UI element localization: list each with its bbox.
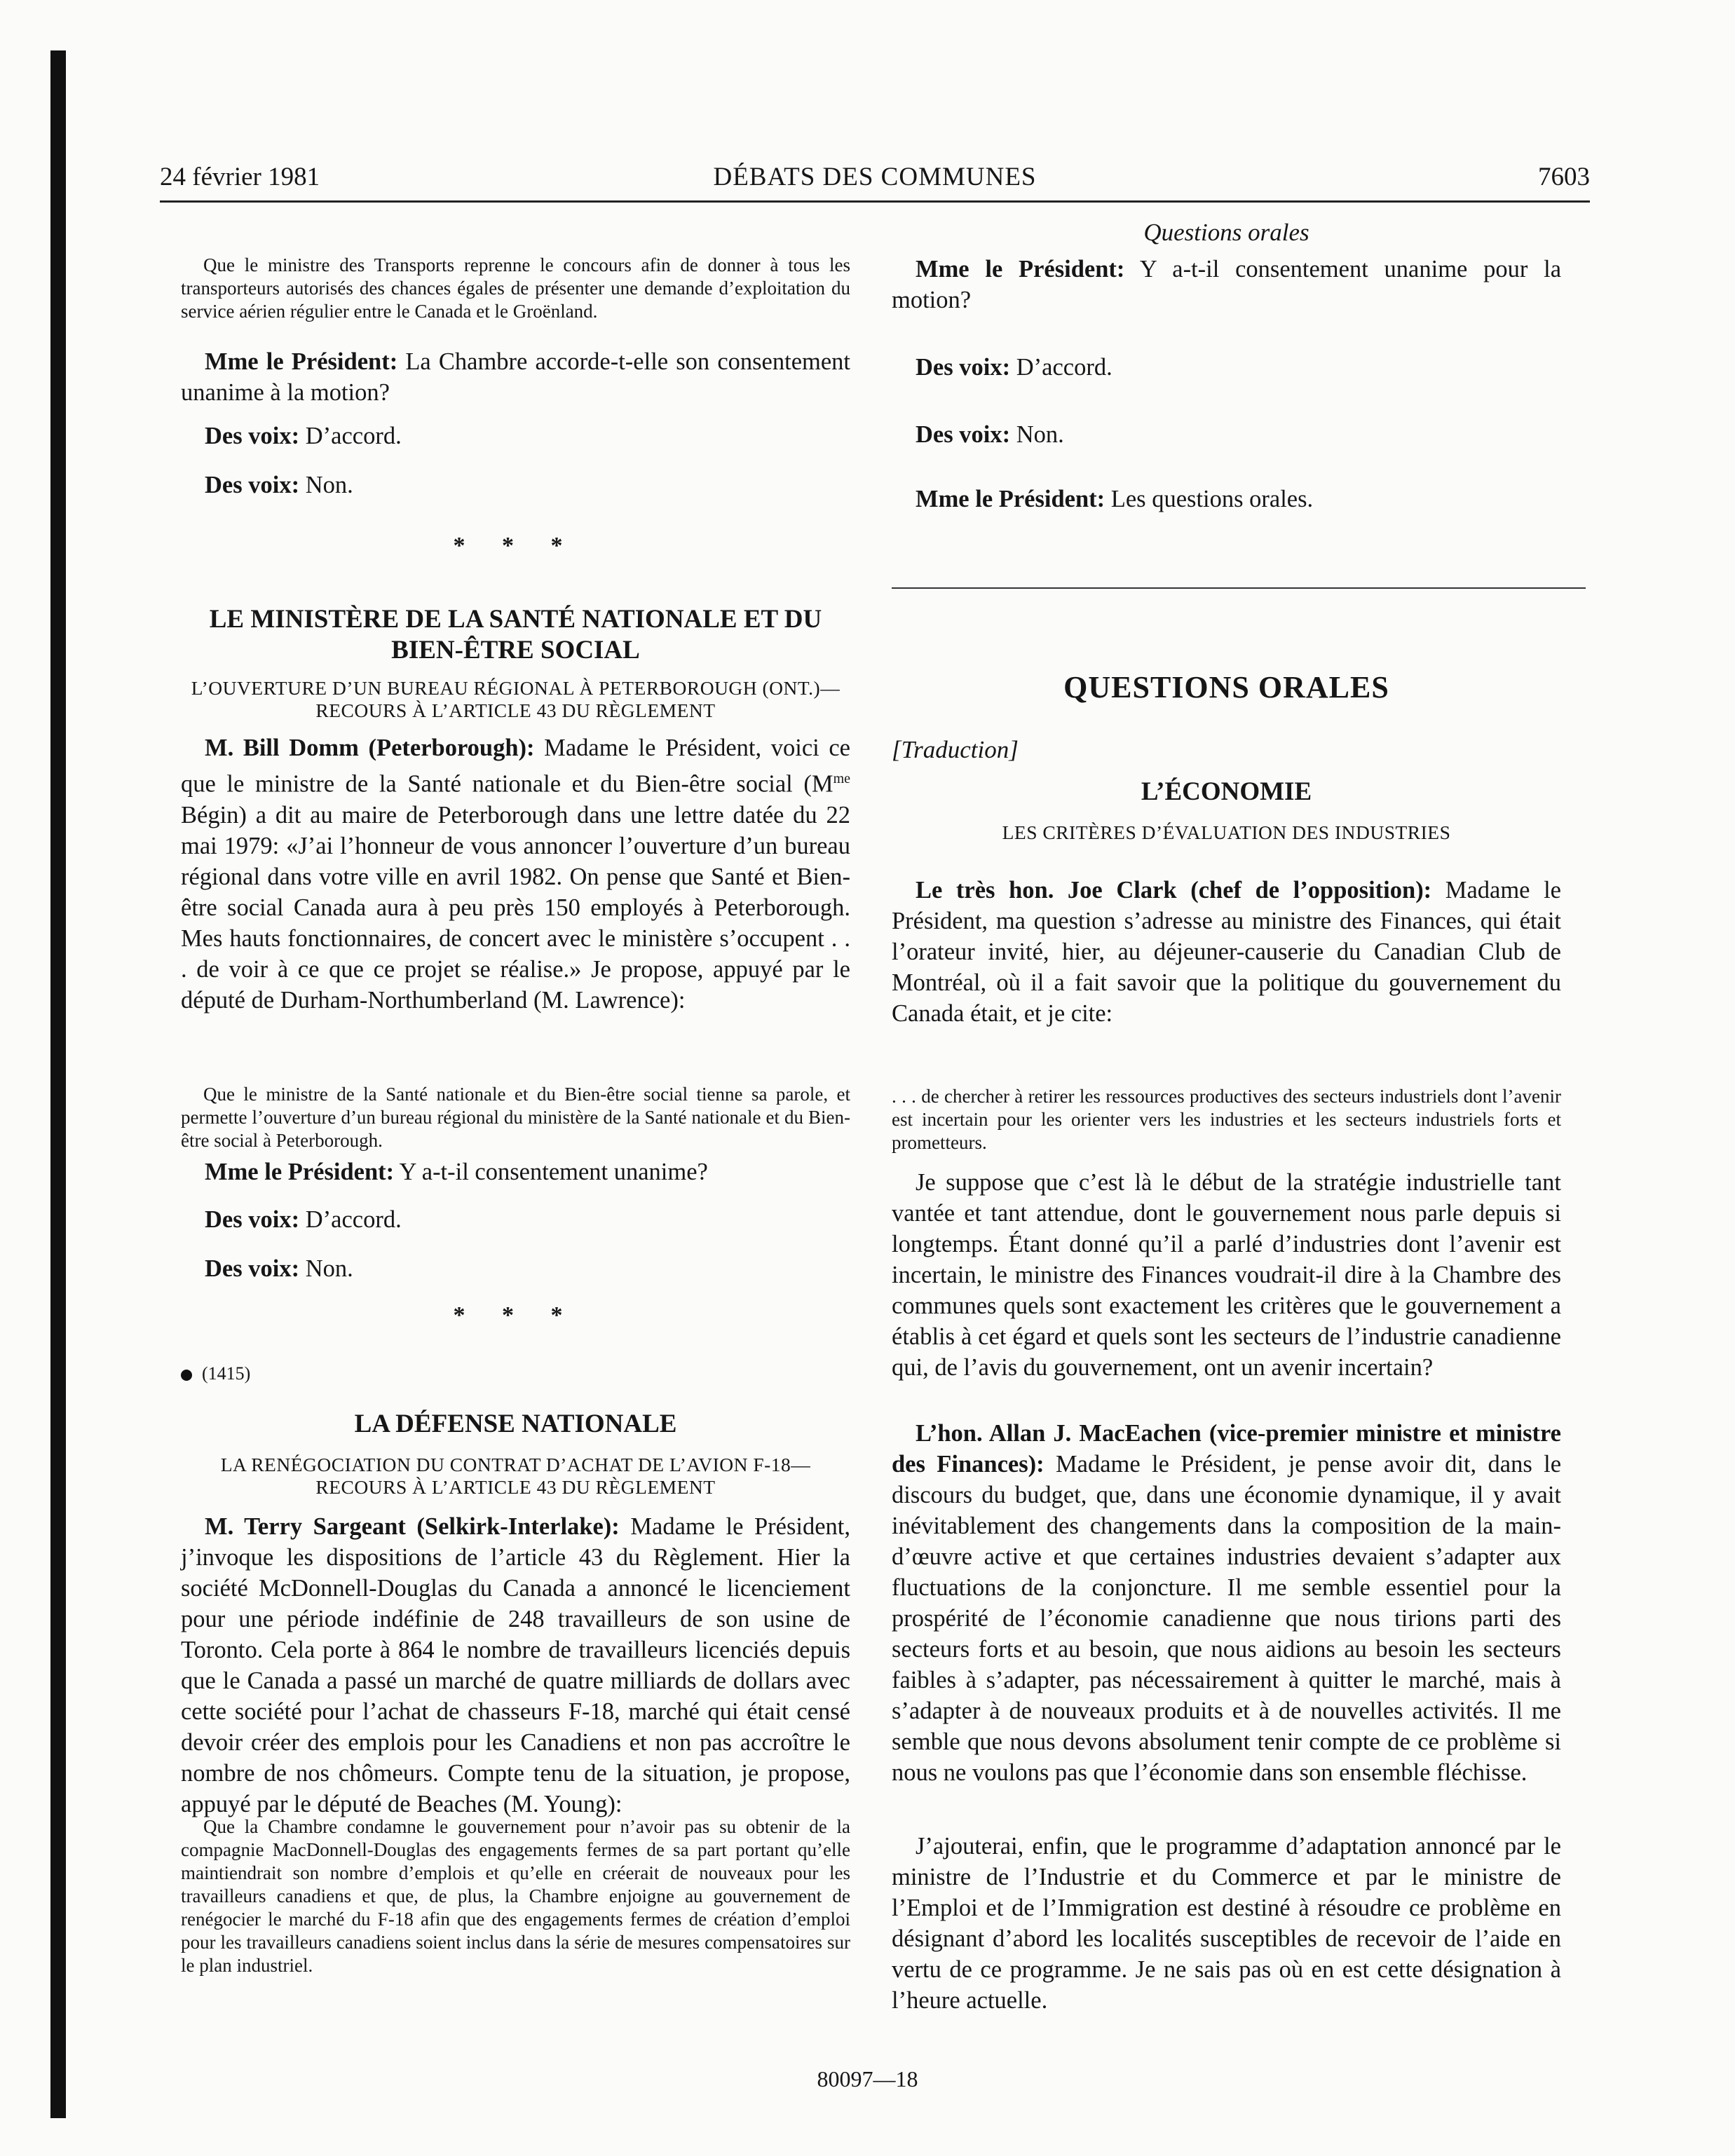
superscript-me: me	[833, 771, 850, 786]
speech-text: Madame le Président, ma question s’adresse au ministre des Finances, qui était l’orateur invité, hier, au déjeuner-causerie du Canadian Club de Montréal, où il a fait savoir que la politique du gouvernement du Canada était, et je cite:	[892, 877, 1561, 1027]
speaker-name: Des voix:	[205, 1255, 300, 1282]
running-head: Questions orales	[1143, 219, 1309, 246]
speaker-name: Mme le Président:	[916, 486, 1105, 512]
section-heading-defense: LA DÉFENSE NATIONALE	[354, 1410, 677, 1438]
voices-3	[181, 1204, 874, 1235]
time-marker-text: (1415)	[202, 1363, 251, 1384]
separator-stars-1: * * *	[453, 533, 578, 559]
speech-president-2	[181, 1157, 874, 1187]
speaker-name: Le très hon. Joe Clark (chef de l’opposition):	[916, 877, 1432, 903]
speech-text: Madame le Président, j’invoque les dispositions de l’article 43 du Règlement. Hier la société McDonnell-Douglas du Canada a annoncé le licenciement pour une période indéfinie de 248 travailleurs de son usine de Toronto. Cela porte à 864 le nombre de travailleurs licenciés depuis que le Canada a passé un marché de quatre milliards de dollars avec cette société pour l’achat de chasseurs F-18, marché qui était censé devoir créer des emplois pour les Canadiens et non pas accroître le nombre de nos chômeurs. Compte tenu de la situation, je propose, appuyé par le député de Beaches (M. Young):	[181, 1513, 851, 1817]
speaker-name: Des voix:	[205, 423, 300, 449]
motion-f18: Que la Chambre condamne le gouvernement pour n’avoir pas su obtenir de la compagnie MacDonnell-Douglas des engagements fermes de sa part portant qu’elle maintiendrait son nombre d’emplois et qu’elle en créerait de nouveaux pour les travailleurs canadiens et que, de plus, la Chambre enjoigne au gouvernement de renégocier le marché du F-18 afin que des engagements fermes de création d’emploi pour les travailleurs canadiens soient inclus dans la série de mesures compensatoires sur le plan industriel.	[181, 1816, 850, 1976]
speech-maceachen	[892, 1418, 1561, 1788]
speaker-name: Mme le Président:	[916, 256, 1125, 282]
subheading-peterborough: L’OUVERTURE D’UN BUREAU RÉGIONAL À PETERBOROUGH (ONT.)—RECOURS À L’ARTICLE 43 DU RÈGLEMENT	[191, 677, 841, 721]
page-header	[160, 160, 1590, 205]
header-page-number: 7603	[1538, 163, 1590, 191]
speech-text: Madame le Président, je pense avoir dit, dans le discours du budget, que, dans une économie dynamique, il y avait inévitablement des changements dans la composition de la main-d’œuvre active et que certaines industries devaient s’adapter aux fluctuations de la conjoncture. Il me semble essentiel pour la prospérité de l’économie canadienne que nous tirions parti des secteurs forts et au besoin, que nous aidions au besoin les secteurs faibles à s’adapter, pas nécessairement à quitter le marché, mais à s’adapter à de nouveaux produits et à de nouvelles activités. Il me semble que nous devons absolument tenir compte de ce problème si nous ne voulons pas que l’économie dans son ensemble fléchisse.	[892, 1451, 1562, 1786]
speech-president-3	[892, 254, 1561, 315]
voices-1	[181, 421, 874, 451]
speech-sargeant	[181, 1511, 850, 1820]
speech-text: Y a-t-il consentement unanime pour la motion?	[892, 256, 1562, 313]
speech-text: D’accord.	[1016, 354, 1113, 381]
speech-text: Non.	[305, 472, 353, 498]
speaker-name: M. Terry Sargeant (Selkirk-Interlake):	[205, 1513, 620, 1540]
section-heading-economie: L’ÉCONOMIE	[1141, 777, 1312, 806]
speech-clark-continued: Je suppose que c’est là le début de la stratégie industrielle tant vantée et tant attendue, dont le gouvernement nous parle depuis si longtemps. Étant donné qu’il a parlé d’industries dont l’avenir est incertain, le ministre des Finances voudrait-il dire à la Chambre des communes quels sont exactement les critères que le gouvernement a établis à cet égard et quels sont les secteurs de l’industrie canadienne qui, de l’avis du gouvernement, ont un avenir incertain?	[892, 1169, 1561, 1381]
speech-clark	[892, 875, 1561, 1029]
speaker-name: Des voix:	[916, 354, 1011, 381]
speech-maceachen-continued: J’ajouterai, enfin, que le programme d’adaptation annoncé par le ministre de l’Industrie et du Commerce et par le ministre de l’Emploi et de l’Immigration est destiné à résoudre ce problème en désignant d’abord les localités susceptibles de recevoir de l’aide en vertu de ce programme. Je ne sais pas où en est cette désignation à l’heure actuelle.	[892, 1833, 1561, 2014]
motion-sante: Que le ministre de la Santé nationale et du Bien-être social tienne sa parole, et permette l’ouverture d’un bureau régional du ministère de la Santé nationale et du Bien-être social à Peterborough.	[181, 1084, 850, 1151]
separator-stars-2: * * *	[453, 1302, 578, 1328]
voices-2	[181, 470, 874, 500]
speech-text-b: Bégin) a dit au maire de Peterborough dans une lettre datée du 22 mai 1979: «J’ai l’honneur de vous annoncer l’ouverture d’un bureau régional dans votre ville en avril 1982. On pense que Santé et Bien-être social Canada aura à peu près 150 employés à Peterborough. Mes hauts fonctionnaires, de concert avec le ministère s’occupent . . . de voir à ce que ce projet se réalise.» Je propose, appuyé par le député de Durham-Northumberland (M. Lawrence):	[181, 801, 850, 1014]
speech-text: Non.	[305, 1255, 353, 1282]
subheading-f18: LA RENÉGOCIATION DU CONTRAT D’ACHAT DE L’AVION F-18—RECOURS À L’ARTICLE 43 DU RÈGLEMENT	[220, 1454, 811, 1498]
speech-text: La Chambre accorde-t-elle son consentement unanime à la motion?	[181, 348, 850, 406]
scan-edge-bar	[50, 50, 66, 2118]
speech-text: D’accord.	[305, 423, 402, 449]
speaker-name: L’hon. Allan J. MacEachen (vice-premier ministre et ministre des Finances):	[892, 1420, 1561, 1478]
subheading-criteres: LES CRITÈRES D’ÉVALUATION DES INDUSTRIES	[1002, 821, 1451, 843]
bullet-icon	[181, 1370, 192, 1381]
voices-5	[892, 352, 1585, 383]
speech-text: D’accord.	[305, 1206, 402, 1233]
speech-text-a: Madame le Président, voici ce que le ministre de la Santé nationale et du Bien-être social (M	[181, 735, 850, 798]
time-marker	[181, 1363, 850, 1384]
speaker-name: Mme le Président:	[205, 1159, 395, 1185]
speaker-name: Des voix:	[205, 1206, 300, 1233]
quote-finance: . . . de chercher à retirer les ressources productives des secteurs industriels dont l’avenir est incertain pour les orienter vers les industries et les secteurs industriels forts et prometteurs.	[892, 1086, 1561, 1153]
header-date: 24 février 1981	[160, 163, 320, 191]
speech-text: Non.	[1016, 421, 1064, 448]
speaker-name: Des voix:	[916, 421, 1011, 448]
speech-president-4	[892, 484, 1585, 514]
header-title: DÉBATS DES COMMUNES	[713, 163, 1037, 191]
speaker-name: Des voix:	[205, 472, 300, 498]
motion-transports: Que le ministre des Transports reprenne le concours afin de donner à tous les transporteurs autorisés des chances égales de présenter une demande d’exploitation du service aérien régulier entre le Canada et le Groënland.	[181, 254, 850, 322]
voices-6	[892, 419, 1585, 450]
big-heading-questions: QUESTIONS ORALES	[1063, 670, 1389, 704]
section-rule	[892, 587, 1586, 589]
footer-code: 80097—18	[817, 2066, 918, 2092]
voices-4	[181, 1253, 874, 1284]
speech-domm	[181, 732, 850, 1016]
traduction-label: [Traduction]	[892, 736, 1019, 763]
speaker-name: Mme le Président:	[205, 348, 398, 375]
speech-president-1	[181, 346, 850, 408]
speech-text: Les questions orales.	[1110, 486, 1314, 512]
speaker-name: M. Bill Domm (Peterborough):	[205, 735, 535, 761]
speech-text: Y a-t-il consentement unanime?	[399, 1159, 708, 1185]
section-heading-sante: LE MINISTÈRE DE LA SANTÉ NATIONALE ET DU BIEN-ÊTRE SOCIAL	[209, 605, 822, 664]
header-rule	[160, 200, 1590, 203]
